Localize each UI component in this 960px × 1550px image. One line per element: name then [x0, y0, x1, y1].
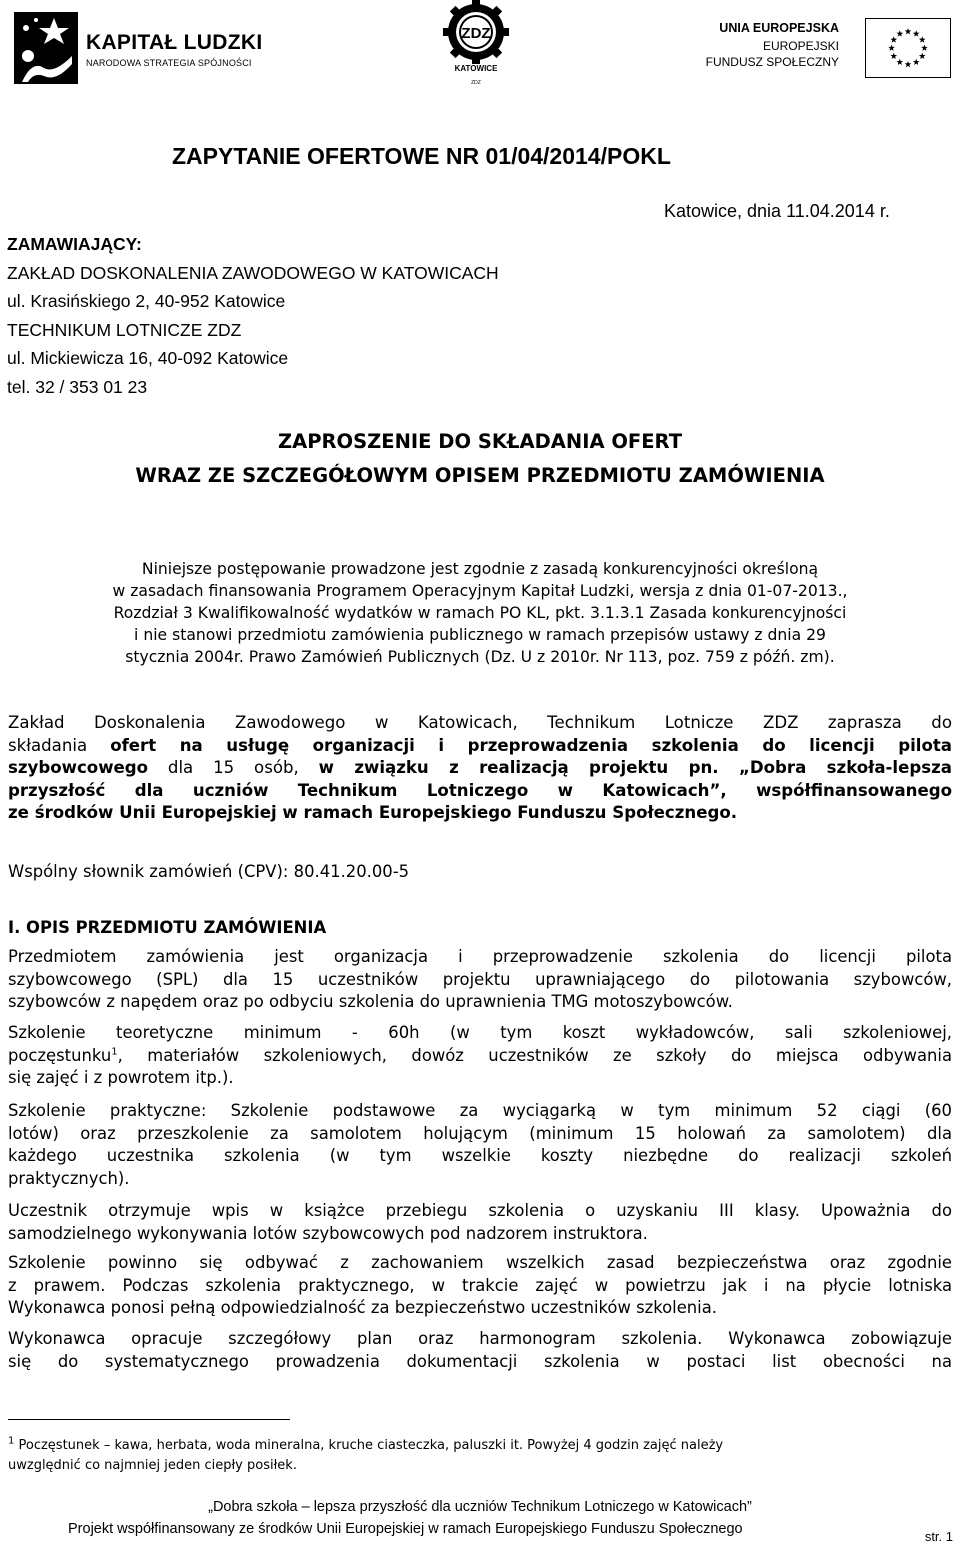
- orderer-line: ul. Mickiewicza 16, 40-092 Katowice: [7, 348, 289, 369]
- document-title: ZAPYTANIE OFERTOWE NR 01/04/2014/POKL: [172, 143, 671, 169]
- section-1-paragraph-6: Wykonawca opracuje szczegółowy plan oraz harmonogram szkolenia. Wykonawca zobowiązuje się do systematycznego prowadzenia dokumentacji szkolenia w postaci list obecności na: [8, 1329, 952, 1371]
- invitation-line2: WRAZ ZE SZCZEGÓŁOWYM OPISEM PRZEDMIOTU ZAMÓWIENIA: [135, 464, 825, 487]
- invitation-para-line: składania ofert na usługę organizacji i przeprowadzenia szkolenia do licencji pilota: [8, 735, 952, 755]
- invitation-para-line: szybowcowego dla 15 osób, w związku z realizacją projektu pn. „Dobra szkoła-lepsza: [8, 758, 952, 777]
- page-number: str. 1: [924, 1529, 953, 1544]
- eu-star-icon: [890, 53, 897, 59]
- intro-paragraph: [0, 558, 960, 668]
- orderer-line: tel. 32 / 353 01 23: [7, 376, 148, 397]
- eu-flag-icon: [865, 18, 951, 78]
- kapital-ludzki-logo: [14, 12, 264, 84]
- section-1-paragraph-1: Przedmiotem zamówienia jest organizacja i przeprowadzenie szkolenia do licencji pilota szybowcowego (SPL) dla 15 uczestników projektu uprawniającego do pilotowania szybowców, szybowców z napędem oraz po odbyciu szkolenia do uprawnienia TMG motoszybowców.: [8, 947, 952, 1011]
- invitation-heading: [0, 425, 960, 493]
- eu-logo-line3: FUNDUSZ SPOŁECZNY: [705, 55, 839, 69]
- invitation-para-line: ze środków Unii Europejskiej w ramach Europejskiego Funduszu Społecznego.: [8, 803, 738, 822]
- intro-line: Rozdział 3 Kwalifikowalność wydatków w ramach PO KL, pkt. 3.1.3.1 Zasada konkurencyjności: [113, 604, 847, 622]
- kapital-ludzki-emblem-icon: [14, 12, 78, 84]
- section-1-paragraph-2: Szkolenie teoretyczne minimum - 60h (w tym koszt wykładowców, sali szkoleniowej, poczęstunku$^1$, materiałów szkoleniowych, dowóz uczestników ze szkoły do miejsca odbywania się zajęć i z powrotem itp.).: [8, 1023, 952, 1087]
- section-1-paragraph-5: Szkolenie powinno się odbywać z zachowaniem wszelkich zasad bezpieczeństwa oraz zgodnie z prawem. Podczas szkolenia praktycznego, w trakcie zajęć w powietrzu jak i na płycie lotniska Wykonawca ponosi pełną odpowiedzialność za bezpieczeństwo uczestników szkolenia.: [8, 1253, 952, 1317]
- section-1-paragraph-4: Uczestnik otrzymuje wpis w książce przebiegu szkolenia o uzyskaniu III klasy. Upoważnia do samodzielnego wykonywania lotów szybowcowych pod nadzorem instruktora.: [8, 1201, 952, 1243]
- eu-star-icon: [913, 59, 920, 65]
- eu-star-icon: [913, 30, 920, 36]
- cpv-code: Wspólny słownik zamówień (CPV): 80.41.20.00-5: [8, 862, 410, 881]
- eu-logo-line2: EUROPEJSKI: [762, 39, 839, 53]
- footnote: $^1$ Poczęstunek – kawa, herbata, woda mineralna, kruche ciasteczka, paluszki it. Powyżej 4 godzin zajęć należy uwzględnić co najmniej jeden ciepły posiłek.: [8, 1435, 724, 1473]
- zdz-logo-small-text: ZDZ: [471, 80, 481, 86]
- orderer-line: ul. Krasińskiego 2, 40-952 Katowice: [7, 291, 286, 312]
- zdz-logo: [426, 0, 526, 96]
- zdz-logo-subtitle: KATOWICE: [454, 64, 498, 73]
- eu-star-icon: [890, 36, 897, 42]
- section-1-paragraph-3: Szkolenie praktyczne: Szkolenie podstawowe za wyciągarką w tym minimum 52 ciągi (60 lotów) oraz przeszkolenie za samolotem holującym (minimum 15 holowań za samolotem) dla każdego uczestnika szkolenia (w tym wszelkie koszty niezbędne do realizacji szkoleń praktycznych).: [8, 1101, 952, 1188]
- document-date: Katowice, dnia 11.04.2014 r.: [664, 201, 890, 221]
- header-logos: [0, 0, 960, 100]
- eu-star-icon: [896, 59, 903, 65]
- orderer-line: TECHNIKUM LOTNICZE ZDZ: [7, 319, 242, 340]
- footnote-separator: [8, 1419, 290, 1420]
- intro-line: i nie stanowi przedmiotu zamówienia publicznego w ramach przepisów ustawy z dnia 29: [134, 626, 826, 644]
- footer-cofinancing: Projekt współfinansowany ze środków Unii Europejskiej w ramach Europejskiego Funduszu Społecznego: [68, 1521, 743, 1537]
- eu-star-icon: [896, 30, 903, 36]
- orderer-block: [7, 230, 499, 402]
- zdz-logo-text: ZDZ: [461, 25, 491, 42]
- invitation-paragraph: [8, 712, 952, 825]
- zdz-gear-icon: [426, 0, 526, 64]
- eu-star-icon: [921, 45, 928, 51]
- intro-line: stycznia 2004r. Prawo Zamówień Publicznych (Dz. U z 2010r. Nr 113, poz. 759 z późń. zm).: [125, 648, 835, 666]
- orderer-line: ZAKŁAD DOSKONALENIA ZAWODOWEGO W KATOWICACH: [7, 262, 499, 283]
- section-1-title: I. OPIS PRZEDMIOTU ZAMÓWIENIA: [8, 918, 327, 937]
- kapital-ludzki-subtitle: NARODOWA STRATEGIA SPÓJNOŚCI: [86, 58, 252, 68]
- kapital-ludzki-title: KAPITAŁ LUDZKI: [86, 31, 263, 54]
- invitation-line1: ZAPROSZENIE DO SKŁADANIA OFERT: [277, 430, 682, 453]
- eu-logo-line1: UNIA EUROPEJSKA: [719, 21, 839, 35]
- footnote-mark: 1: [8, 1435, 15, 1447]
- invitation-para-line: Zakład Doskonalenia Zawodowego w Katowicach, Technikum Lotnicze ZDZ zaprasza do: [8, 713, 952, 732]
- eu-star-icon: [905, 61, 912, 67]
- eu-star-icon: [888, 45, 895, 51]
- orderer-heading: ZAMAWIAJĄCY:: [7, 234, 142, 254]
- intro-line: w zasadach finansowania Programem Operacyjnym Kapitał Ludzki, wersja z dnia 01-07-2013.,: [112, 582, 848, 600]
- invitation-para-line: przyszłość dla uczniów Technikum Lotniczego w Katowicach”, współfinansowanego: [8, 780, 952, 800]
- eu-logo: [706, 18, 951, 80]
- eu-star-icon: [919, 36, 926, 42]
- eu-star-icon: [919, 53, 926, 59]
- footer-project-name: „Dobra szkoła – lepsza przyszłość dla uczniów Technikum Lotniczego w Katowicach”: [208, 1499, 752, 1515]
- intro-line: Niniejsze postępowanie prowadzone jest zgodnie z zasadą konkurencyjności określoną: [141, 560, 819, 578]
- footnote-ref: 1: [111, 1046, 118, 1058]
- eu-star-icon: [905, 28, 912, 34]
